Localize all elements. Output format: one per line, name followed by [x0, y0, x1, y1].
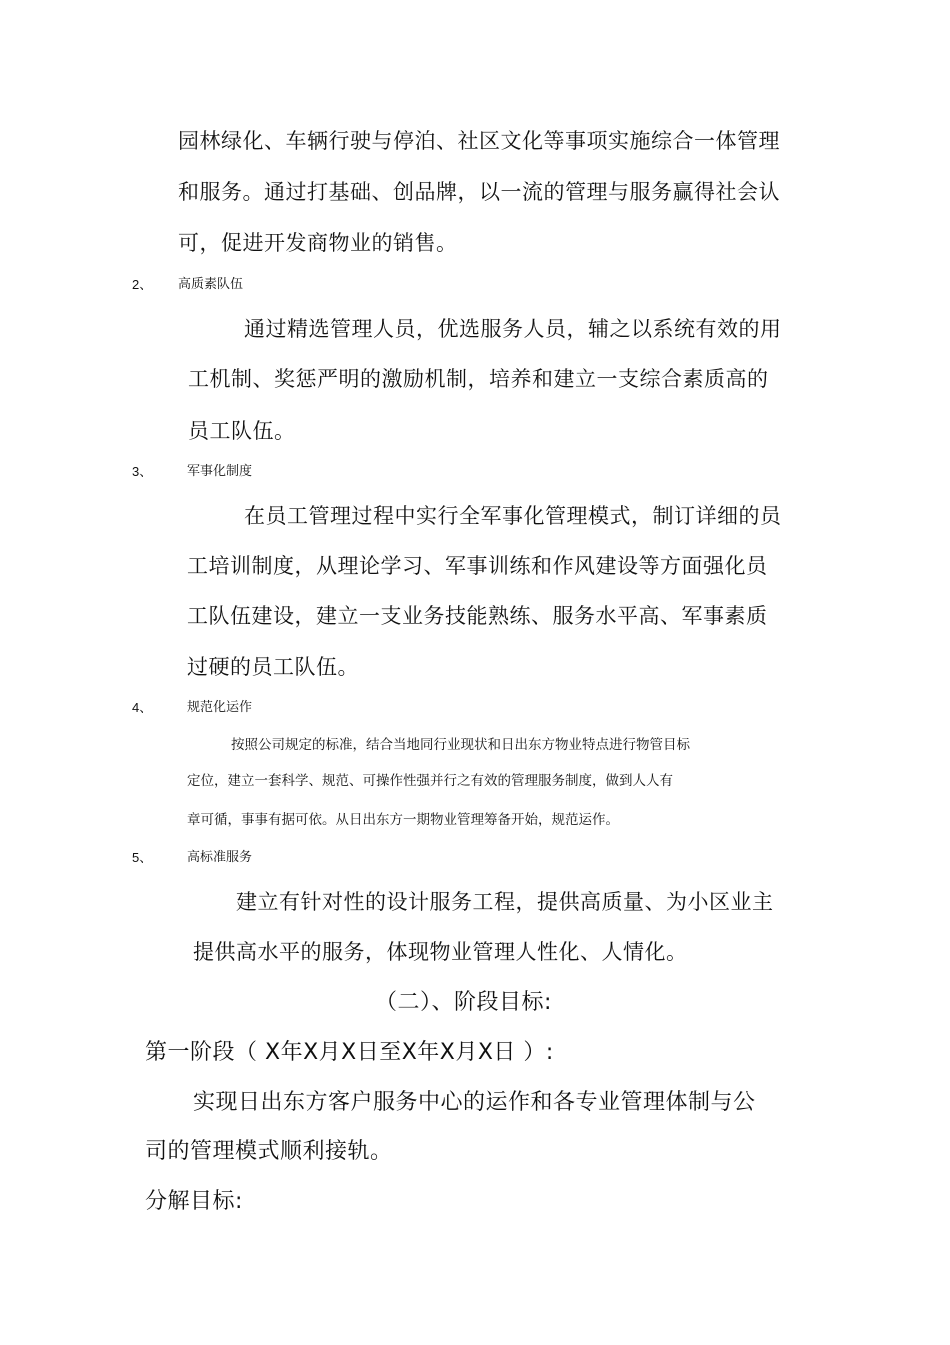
item-title: 高质素队伍: [178, 277, 244, 292]
item-number: 2、: [132, 277, 153, 292]
item-number: 4、: [132, 700, 153, 715]
phase-body-line: 司的管理模式顺利接轨。: [145, 1139, 393, 1164]
item-title: 军事化制度: [187, 464, 253, 479]
item-body-line: 工培训制度，从理论学习、军事训练和作风建设等方面强化员: [187, 554, 768, 578]
section-heading: （二）、阶段目标:: [375, 990, 552, 1015]
item-title: 规范化运作: [187, 700, 253, 715]
item-body-line: 按照公司规定的标准，结合当地同行业现状和日出东方物业特点进行物管目标: [231, 737, 690, 753]
item-body-line: 建立有针对性的设计服务工程，提供高质量、为小区业主: [236, 890, 774, 914]
item-body-line: 过硬的员工队伍。: [187, 655, 359, 679]
intro-line-1: 园林绿化、车辆行驶与停泊、社区文化等事项实施综合一体管理: [178, 129, 780, 153]
item-title: 高标准服务: [187, 850, 253, 865]
item-body-line: 通过精选管理人员，优选服务人员，辅之以系统有效的用: [244, 317, 782, 341]
intro-line-2: 和服务。通过打基础、创品牌，以一流的管理与服务赢得社会认: [178, 180, 780, 204]
item-body-line: 章可循，事事有据可依。从日出东方一期物业管理筹备开始，规范运作。: [187, 812, 619, 828]
item-body-line: 工队伍建设，建立一支业务技能熟练、服务水平高、军事素质: [187, 604, 768, 628]
item-body-line: 定位，建立一套科学、规范、可操作性强并行之有效的管理服务制度，做到人人有: [187, 773, 673, 789]
phase-body-line: 实现日出东方客户服务中心的运作和各专业管理体制与公: [193, 1090, 756, 1115]
item-body-line: 员工队伍。: [188, 419, 296, 443]
phase-label: 第一阶段（ X年X月X日至X年X月X日 ）:: [145, 1040, 554, 1065]
item-number: 3、: [132, 464, 153, 479]
item-body-line: 工机制、奖惩严明的激励机制，培养和建立一支综合素质高的: [188, 367, 769, 391]
intro-line-3: 可，促进开发商物业的销售。: [178, 231, 458, 255]
item-number: 5、: [132, 850, 153, 865]
item-body-line: 提供高水平的服务，体现物业管理人性化、人情化。: [193, 940, 688, 964]
item-body-line: 在员工管理过程中实行全军事化管理模式，制订详细的员: [244, 504, 782, 528]
breakdown-label: 分解目标:: [145, 1189, 243, 1214]
